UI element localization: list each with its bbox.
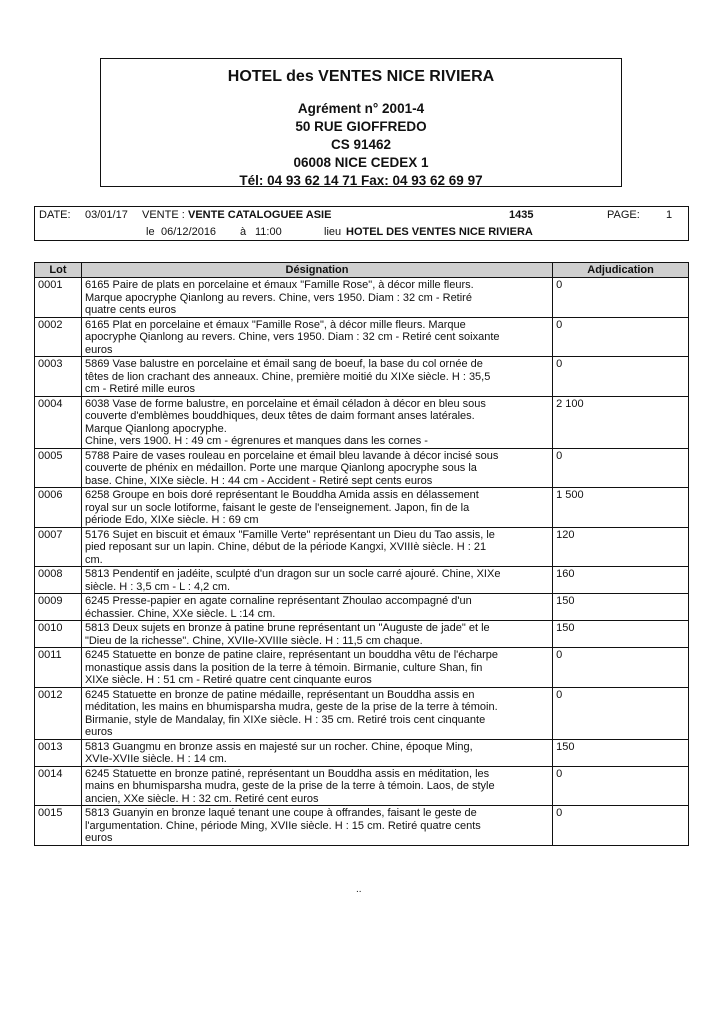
- page-label: PAGE:: [607, 209, 640, 221]
- lot-designation: [81, 648, 552, 688]
- page-value: 1: [666, 209, 673, 221]
- designation-line: 6245 Statuette en bonze de patine claire, représentant un bouddha vêtu de l'écharpe: [84, 649, 499, 661]
- designation-line: couverte d'emblèmes bouddhiques, deux têtes de daim formant anses latérales.: [84, 410, 475, 422]
- table-row: [35, 806, 689, 846]
- designation-line: 5176 Sujet en biscuit et émaux "Famille Verte" représentant un Dieu du Tao assis, le: [84, 528, 495, 541]
- designation-line: pied reposant sur un lapin. Chine, début de la période Kangxi, XVIIIè siècle. H : 21: [84, 541, 487, 553]
- sale-date: 06/12/2016: [161, 226, 217, 238]
- table-row: [35, 317, 689, 357]
- designation-line: 5813 Guanyin en bronze laqué tenant une coupe à offrandes, faisant le geste de: [84, 807, 477, 819]
- designation-line: euros: [84, 832, 113, 844]
- designation-line: 5813 Deux sujets en bronze à patine brune représentant un "Auguste de jade" et le: [84, 622, 490, 634]
- lot-number: 0013: [35, 739, 82, 766]
- lot-designation: [81, 278, 552, 318]
- designation-line: 6165 Paire de plats en porcelaine et émaux "Famille Rose", à décor mille fleurs.: [84, 279, 474, 291]
- page-footer-mark: ..: [356, 884, 362, 895]
- designation-line: base. Chine, XIXe siècle. H : 44 cm - Accident - Retiré sept cents euros: [84, 474, 433, 487]
- designation-line: 5869 Vase balustre en porcelaine et émail sang de boeuf, la base du col ornée de: [84, 358, 483, 370]
- lots-table-body: [35, 278, 689, 846]
- lot-designation: [81, 357, 552, 397]
- le-label: le: [146, 226, 155, 238]
- lot-designation: [81, 806, 552, 846]
- vente-label: VENTE :: [142, 209, 185, 221]
- designation-line: têtes de lion crachant des anneaux. Chine, première moitié du XIXe siècle. H : 35,5: [84, 370, 491, 383]
- designation-line: l'argumentation. Chine, période Ming, XVIIe siècle. H : 15 cm. Retiré quatre cents: [84, 819, 481, 832]
- designation-line: 5813 Pendentif en jadéite, sculpté d'un dragon sur un socle carré ajouré. Chine, XIXe: [84, 568, 501, 580]
- table-row: [35, 396, 689, 448]
- lot-number: 0007: [35, 527, 82, 567]
- designation-line: méditation, les mains en bhumisparsha mudra, geste de la prise de la terre à témoin.: [84, 701, 498, 713]
- designation-line: Marque apocryphe Qianlong au revers. Chine, vers 1950. Diam : 32 cm - Retiré: [84, 291, 472, 304]
- designation-line: 6038 Vase de forme balustre, en porcelaine et émail céladon à décor en bleu sous: [84, 397, 486, 410]
- date-label: DATE:: [39, 209, 71, 221]
- designation-line: 6165 Plat en porcelaine et émaux "Famille Rose", à décor mille fleurs. Marque: [84, 318, 466, 331]
- designation-line: euros: [84, 343, 113, 356]
- lot-number: 0005: [35, 448, 82, 488]
- auction-house-address: [101, 100, 621, 190]
- designation-column-header: Désignation: [81, 263, 552, 278]
- designation-line: XIXe siècle. H : 51 cm - Retiré quatre cent cinquante euros: [84, 674, 372, 686]
- adjudication-column-header: Adjudication: [553, 263, 689, 278]
- lot-number: 0006: [35, 488, 82, 528]
- lot-designation: [81, 687, 552, 739]
- adjudication-price: 0: [553, 357, 689, 397]
- approval-number: Agrément n° 2001-4: [297, 101, 425, 116]
- lot-number: 0015: [35, 806, 82, 846]
- table-row: [35, 567, 689, 594]
- table-row: [35, 766, 689, 806]
- adjudication-price: 150: [553, 594, 689, 621]
- designation-line: échassier. Chine, XXe siècle. L :14 cm.: [84, 607, 276, 620]
- lots-table: [34, 262, 689, 846]
- lot-designation: [81, 594, 552, 621]
- designation-line: monastique assis dans la position de la terre à témoin. Birmanie, culture Shan, fin: [84, 661, 483, 674]
- date-value: 03/01/17: [85, 209, 128, 221]
- designation-line: cm - Retiré mille euros: [84, 383, 195, 395]
- lot-designation: [81, 317, 552, 357]
- designation-line: XVIe-XVIIe siècle. H : 14 cm.: [84, 753, 227, 765]
- lot-number: 0003: [35, 357, 82, 397]
- adjudication-price: 120: [553, 527, 689, 567]
- table-row: [35, 739, 689, 766]
- lot-number: 0009: [35, 594, 82, 621]
- designation-line: Marque Qianlong apocryphe.: [84, 422, 227, 435]
- vente-value: VENTE CATALOGUEE ASIE: [188, 209, 332, 221]
- lot-number: 0012: [35, 687, 82, 739]
- lot-column-header: Lot: [35, 263, 82, 278]
- designation-line: 6245 Presse-papier en agate cornaline représentant Zhoulao accompagné d'un: [84, 595, 472, 607]
- lot-number: 0010: [35, 621, 82, 648]
- table-row: [35, 687, 689, 739]
- lot-number: 0004: [35, 396, 82, 448]
- sale-number: 1435: [509, 209, 534, 221]
- adjudication-price: 0: [553, 448, 689, 488]
- phone-fax: Tél: 04 93 62 14 71 Fax: 04 93 62 69 97: [239, 173, 483, 188]
- adjudication-price: 2 100: [553, 396, 689, 448]
- adjudication-price: 1 500: [553, 488, 689, 528]
- designation-line: ancien, XXe siècle. H : 32 cm. Retiré cent euros: [84, 792, 319, 805]
- adjudication-price: 150: [553, 739, 689, 766]
- lot-number: 0001: [35, 278, 82, 318]
- designation-line: couverte de phénix en médaillon. Porte une marque Qianlong apocryphe sous la: [84, 462, 477, 474]
- designation-line: mains en bhumisparsha mudra, geste de la prise de la terre à témoin. Laos, de style: [84, 780, 495, 792]
- lot-designation: [81, 448, 552, 488]
- lot-designation: [81, 621, 552, 648]
- table-row: [35, 648, 689, 688]
- auction-house-name: HOTEL des VENTES NICE RIVIERA: [227, 68, 495, 85]
- sale-time: 11:00: [255, 226, 282, 238]
- table-row: [35, 278, 689, 318]
- adjudication-price: 0: [553, 317, 689, 357]
- lot-number: 0014: [35, 766, 82, 806]
- table-row: [35, 621, 689, 648]
- designation-line: royal sur un socle lotiforme, faisant le geste de l'enseignement. Japon, fin de la: [84, 501, 470, 514]
- designation-line: "Dieu de la richesse". Chine, XVIIe-XVIIIe siècle. H : 11,5 cm chaque.: [84, 634, 423, 647]
- designation-line: Birmanie, style de Mandalay, fin XIXe siècle. H : 35 cm. Retiré trois cent cinquante: [84, 713, 486, 726]
- designation-line: 6258 Groupe en bois doré représentant le Bouddha Amida assis en délassement: [84, 489, 479, 501]
- city-line: 06008 NICE CEDEX 1: [293, 155, 429, 170]
- designation-line: 5813 Guangmu en bronze assis en majesté sur un rocher. Chine, époque Ming,: [84, 740, 473, 753]
- adjudication-price: 0: [553, 766, 689, 806]
- designation-line: apocryphe Qianlong au revers. Chine, vers 1950. Diam : 32 cm - Retiré cent soixante: [84, 331, 500, 343]
- lot-number: 0011: [35, 648, 82, 688]
- sale-info-box: [34, 206, 689, 241]
- table-row: [35, 594, 689, 621]
- table-header-row: [35, 263, 689, 278]
- lieu-label: lieu: [324, 226, 342, 238]
- designation-line: siècle. H : 3,5 cm - L : 4,2 cm.: [84, 580, 231, 593]
- lot-designation: [81, 396, 552, 448]
- lot-designation: [81, 739, 552, 766]
- lot-designation: [81, 567, 552, 594]
- designation-line: 6245 Statuette en bronze de patine médaille, représentant un Bouddha assis en: [84, 688, 475, 701]
- lot-number: 0008: [35, 567, 82, 594]
- designation-line: euros: [84, 726, 113, 738]
- designation-line: 5788 Paire de vases rouleau en porcelaine et émail bleu lavande à décor incisé sous: [84, 449, 499, 462]
- lot-number: 0002: [35, 317, 82, 357]
- designation-line: période Edo, XIXe siècle. H : 69 cm: [84, 514, 259, 526]
- designation-line: quatre cents euros: [84, 304, 177, 316]
- table-row: [35, 357, 689, 397]
- lot-designation: [81, 527, 552, 567]
- designation-line: 6245 Statuette en bronze patiné, représentant un Bouddha assis en méditation, les: [84, 767, 490, 780]
- adjudication-price: 0: [553, 648, 689, 688]
- adjudication-price: 0: [553, 278, 689, 318]
- adjudication-price: 160: [553, 567, 689, 594]
- table-row: [35, 448, 689, 488]
- lot-designation: [81, 488, 552, 528]
- adjudication-price: 0: [553, 806, 689, 846]
- street-address: 50 RUE GIOFFREDO: [295, 119, 427, 134]
- designation-line: cm.: [84, 553, 103, 566]
- adjudication-price: 0: [553, 687, 689, 739]
- auction-house-header: [100, 58, 622, 187]
- designation-line: Chine, vers 1900. H : 49 cm - égrenures et manques dans les cornes -: [84, 435, 428, 447]
- postal-box: CS 91462: [330, 137, 392, 152]
- adjudication-price: 150: [553, 621, 689, 648]
- lieu-value: HOTEL DES VENTES NICE RIVIERA: [346, 226, 533, 238]
- table-row: [35, 527, 689, 567]
- table-row: [35, 488, 689, 528]
- a-label: à: [240, 226, 247, 238]
- lot-designation: [81, 766, 552, 806]
